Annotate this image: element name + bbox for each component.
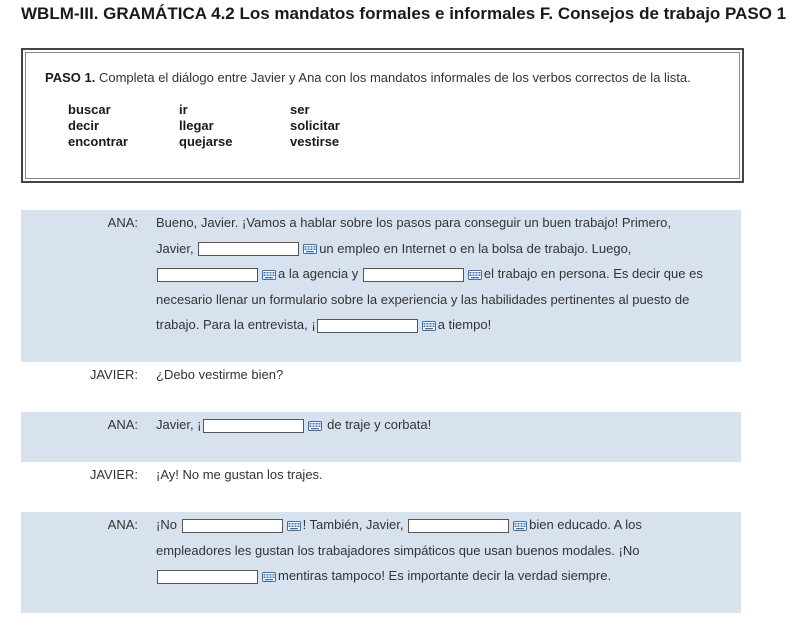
instructions-body: Completa el diálogo entre Javier y Ana con los mandatos informales de los verbos correctos de la lista. [95, 70, 691, 85]
answer-input[interactable] [363, 268, 464, 282]
word-item: ser [290, 102, 310, 117]
instructions-label: PASO 1. [45, 70, 96, 85]
answer-input[interactable] [203, 419, 304, 433]
word-item: ir [179, 102, 188, 117]
answer-input[interactable] [408, 519, 509, 533]
instructions-text [45, 70, 719, 86]
dialogue-line [156, 236, 631, 262]
dialogue-row [21, 462, 741, 512]
dialogue-text: de traje y corbata! [323, 417, 432, 432]
word-item: solicitar [290, 118, 340, 133]
speaker-label: JAVIER: [89, 367, 138, 382]
answer-input[interactable] [198, 242, 299, 256]
page-title: WBLM-III. GRAMÁTICA 4.2 Los mandatos formales e informales F. Consejos de trabajo PASO 1 [21, 4, 787, 23]
answer-input[interactable] [157, 570, 258, 584]
dialogue-text: el trabajo en persona. Es decir que es [483, 266, 703, 281]
dialogue-line [156, 312, 491, 338]
dialogue-text: ¡No [156, 517, 181, 532]
keyboard-icon[interactable] [468, 270, 482, 280]
dialogue-text: bien educado. A los [529, 517, 642, 532]
answer-input[interactable] [182, 519, 283, 533]
keyboard-icon[interactable] [308, 421, 322, 431]
keyboard-icon[interactable] [513, 521, 527, 531]
speaker-label: ANA: [107, 517, 138, 532]
dialogue-line [156, 261, 703, 287]
dialogue-text: un empleo en Internet o en la bolsa de trabajo. Luego, [319, 240, 632, 256]
answer-input[interactable] [317, 319, 418, 333]
dialogue-line [156, 563, 611, 589]
dialogue-text: Bueno, Javier. ¡Vamos a hablar sobre los pasos para conseguir un buen trabajo! Primero, [156, 215, 671, 230]
instructions-box [21, 48, 744, 183]
dialogue-line [156, 462, 323, 488]
dialogue-line [156, 538, 639, 564]
speaker-label: JAVIER: [89, 467, 138, 482]
dialogue-line [156, 362, 283, 388]
dialogue-text: Javier, [156, 240, 198, 256]
keyboard-icon[interactable] [422, 321, 436, 331]
dialogue-text: a tiempo! [437, 317, 492, 332]
keyboard-icon[interactable] [262, 572, 276, 582]
word-item: encontrar [68, 134, 128, 149]
word-item: quejarse [179, 134, 233, 149]
dialogue-row [21, 362, 741, 412]
dialogue-text: a la agencia y [278, 266, 362, 281]
keyboard-icon[interactable] [303, 244, 317, 254]
word-item: decir [68, 118, 100, 133]
dialogue-text: ¡Ay! No me gustan los trajes. [156, 467, 323, 482]
dialogue-text: ! También, Javier, [302, 517, 408, 532]
dialogue-row [21, 512, 741, 613]
dialogue-text: trabajo. Para la entrevista, ¡ [156, 317, 316, 332]
dialogue-line [156, 512, 642, 538]
dialogue-row [21, 210, 741, 362]
speaker-label: ANA: [107, 215, 138, 230]
dialogue-text: empleadores les gustan los trabajadores simpáticos que usan buenos modales. ¡No [156, 542, 640, 558]
dialogue-text: Javier, ¡ [156, 417, 202, 432]
word-item: buscar [68, 102, 111, 117]
dialogue-line [156, 210, 671, 236]
speaker-label: ANA: [107, 417, 138, 432]
keyboard-icon[interactable] [287, 521, 301, 531]
dialogue-text: necesario llenar un formulario sobre la experiencia y las habilidades pertinentes al puesto de [156, 291, 690, 307]
word-item: vestirse [290, 134, 340, 149]
dialogue-line [156, 412, 431, 438]
answer-input[interactable] [157, 268, 258, 282]
dialogue-text: ¿Debo vestirme bien? [156, 367, 284, 382]
dialogue-text: mentiras tampoco! Es importante decir la verdad siempre. [278, 568, 612, 583]
dialogue-row [21, 412, 741, 462]
word-list [68, 102, 719, 150]
keyboard-icon[interactable] [262, 270, 276, 280]
dialogue-line [156, 287, 689, 313]
word-item: llegar [179, 118, 214, 133]
